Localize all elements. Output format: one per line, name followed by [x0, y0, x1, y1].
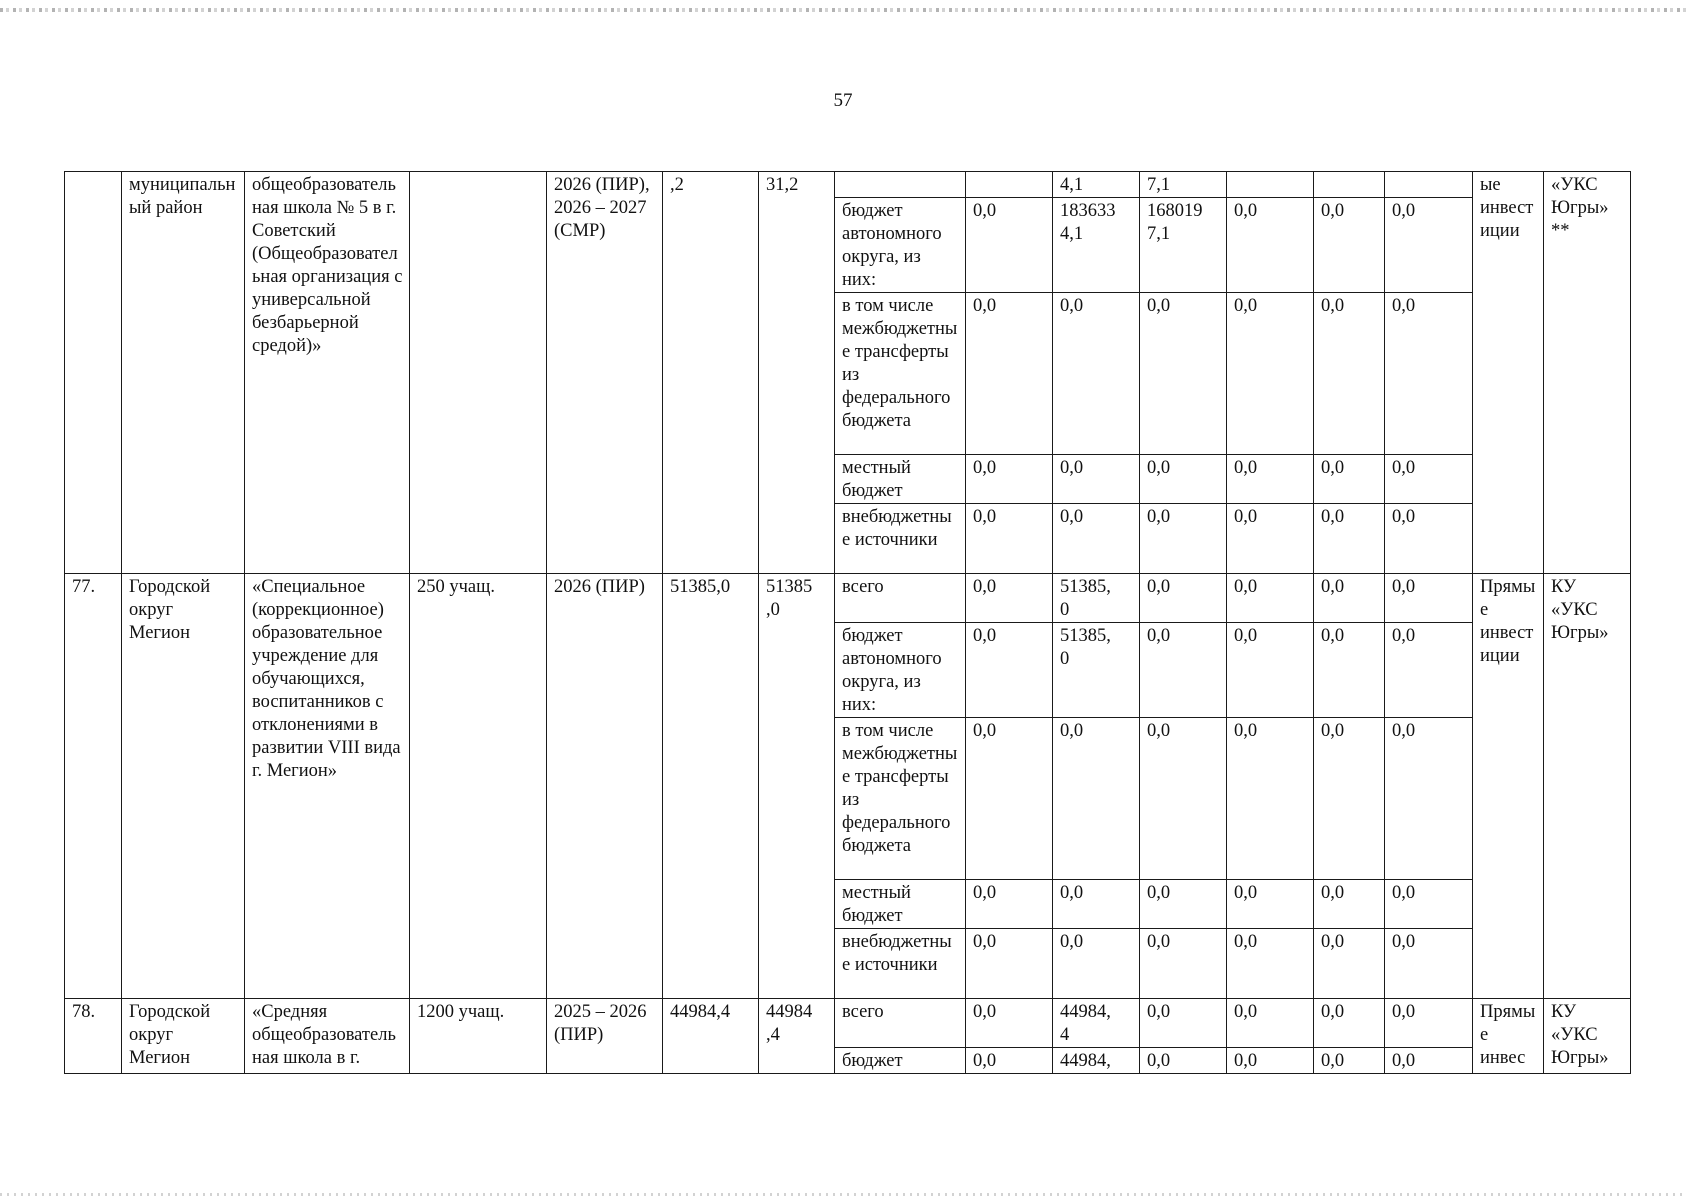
value-cell: 0,0	[1227, 880, 1314, 929]
value-cell: 0,0	[1385, 504, 1473, 574]
source-label	[835, 172, 966, 198]
value-cell: 0,0	[1053, 293, 1140, 455]
source-label: внебюджетные источники	[835, 929, 966, 999]
value-cell: 0,0	[1140, 293, 1227, 455]
value-cell: 7,1	[1140, 172, 1227, 198]
district-cell: Городской округ Мегион	[122, 999, 245, 1074]
value-cell: 0,0	[1385, 623, 1473, 718]
value-cell: 0,0	[1314, 198, 1385, 293]
value-cell: 0,0	[1314, 880, 1385, 929]
customer-cell: КУ «УКС Югры»	[1544, 999, 1631, 1074]
balance-cell: 44984 ,4	[759, 999, 835, 1074]
value-cell: 44984,	[1053, 1048, 1140, 1074]
cost-cell: ,2	[663, 172, 759, 574]
balance-cell: 51385 ,0	[759, 574, 835, 999]
investment-form-cell: ые инвестиции	[1473, 172, 1544, 574]
table-row	[65, 172, 1631, 198]
value-cell: 0,0	[1385, 293, 1473, 455]
capacity-cell: 1200 учащ.	[410, 999, 547, 1074]
table-row	[65, 574, 1631, 623]
balance-cell: 31,2	[759, 172, 835, 574]
customer-cell: «УКС Югры» **	[1544, 172, 1631, 574]
customer-cell: КУ «УКС Югры»	[1544, 574, 1631, 999]
value-cell	[1314, 172, 1385, 198]
value-cell: 0,0	[1140, 1048, 1227, 1074]
scan-edge-bottom	[0, 1193, 1686, 1196]
source-label: местный бюджет	[835, 880, 966, 929]
row-number-cell: 78.	[65, 999, 122, 1074]
value-cell: 0,0	[1227, 198, 1314, 293]
value-cell: 0,0	[1140, 718, 1227, 880]
value-cell: 0,0	[1314, 293, 1385, 455]
value-cell: 0,0	[966, 880, 1053, 929]
value-cell: 0,0	[1385, 1048, 1473, 1074]
value-cell: 0,0	[1314, 718, 1385, 880]
value-cell: 0,0	[966, 198, 1053, 293]
source-label: всего	[835, 574, 966, 623]
value-cell: 0,0	[1385, 718, 1473, 880]
value-cell: 0,0	[1053, 504, 1140, 574]
capacity-cell: 250 учащ.	[410, 574, 547, 999]
value-cell: 0,0	[1227, 574, 1314, 623]
object-cell: общеобразовательная школа № 5 в г. Советский (Общеобразовательная организация с универсальной безбарьерной средой)»	[245, 172, 410, 574]
value-cell: 0,0	[1314, 574, 1385, 623]
object-cell: «Средняя общеобразовательная школа в г.	[245, 999, 410, 1074]
value-cell: 4,1	[1053, 172, 1140, 198]
value-cell: 168019 7,1	[1140, 198, 1227, 293]
district-cell: Городской округ Мегион	[122, 574, 245, 999]
source-label: местный бюджет	[835, 455, 966, 504]
scan-edge-top	[0, 8, 1686, 12]
source-label: бюджет автономного округа, из них:	[835, 623, 966, 718]
value-cell: 0,0	[1314, 623, 1385, 718]
source-label: внебюджетные источники	[835, 504, 966, 574]
value-cell: 183633 4,1	[1053, 198, 1140, 293]
value-cell: 0,0	[1053, 455, 1140, 504]
period-cell: 2026 (ПИР)	[547, 574, 663, 999]
value-cell: 0,0	[1385, 880, 1473, 929]
value-cell: 0,0	[1227, 929, 1314, 999]
value-cell	[1385, 172, 1473, 198]
source-label: бюджет автономного округа, из них:	[835, 198, 966, 293]
capacity-cell	[410, 172, 547, 574]
value-cell: 0,0	[1314, 999, 1385, 1048]
value-cell: 0,0	[1140, 574, 1227, 623]
value-cell: 0,0	[1385, 929, 1473, 999]
cost-cell: 44984,4	[663, 999, 759, 1074]
investment-table	[64, 171, 1631, 1074]
value-cell: 0,0	[1227, 293, 1314, 455]
value-cell: 0,0	[1385, 198, 1473, 293]
value-cell: 0,0	[1227, 1048, 1314, 1074]
row-number-cell	[65, 172, 122, 574]
value-cell: 0,0	[1314, 929, 1385, 999]
value-cell: 0,0	[1140, 999, 1227, 1048]
district-cell: муниципальный район	[122, 172, 245, 574]
value-cell: 0,0	[1053, 718, 1140, 880]
value-cell: 0,0	[1140, 929, 1227, 999]
value-cell: 51385, 0	[1053, 623, 1140, 718]
table-row	[65, 999, 1631, 1048]
value-cell: 51385, 0	[1053, 574, 1140, 623]
value-cell: 0,0	[1140, 880, 1227, 929]
value-cell: 0,0	[1227, 623, 1314, 718]
value-cell: 0,0	[1227, 504, 1314, 574]
value-cell: 0,0	[966, 623, 1053, 718]
value-cell: 0,0	[1227, 999, 1314, 1048]
value-cell: 0,0	[966, 293, 1053, 455]
value-cell: 44984, 4	[1053, 999, 1140, 1048]
value-cell: 0,0	[1314, 455, 1385, 504]
value-cell: 0,0	[1140, 504, 1227, 574]
value-cell: 0,0	[966, 929, 1053, 999]
value-cell: 0,0	[966, 574, 1053, 623]
value-cell: 0,0	[966, 504, 1053, 574]
value-cell: 0,0	[1314, 1048, 1385, 1074]
value-cell: 0,0	[966, 1048, 1053, 1074]
table-body	[65, 172, 1631, 1074]
investment-form-cell: Прямые инвес	[1473, 999, 1544, 1074]
source-label: бюджет	[835, 1048, 966, 1074]
cost-cell: 51385,0	[663, 574, 759, 999]
value-cell: 0,0	[966, 718, 1053, 880]
value-cell: 0,0	[966, 999, 1053, 1048]
page-number: 57	[833, 90, 853, 111]
value-cell: 0,0	[1385, 574, 1473, 623]
value-cell: 0,0	[1314, 504, 1385, 574]
value-cell: 0,0	[1227, 718, 1314, 880]
value-cell: 0,0	[1385, 999, 1473, 1048]
source-label: в том числе межбюджетные трансферты из федерального бюджета	[835, 718, 966, 880]
investment-form-cell: Прямые инвестиции	[1473, 574, 1544, 999]
source-label: в том числе межбюджетные трансферты из федерального бюджета	[835, 293, 966, 455]
source-label: всего	[835, 999, 966, 1048]
period-cell: 2025 – 2026 (ПИР)	[547, 999, 663, 1074]
value-cell: 0,0	[1140, 455, 1227, 504]
value-cell: 0,0	[1053, 880, 1140, 929]
value-cell: 0,0	[1227, 455, 1314, 504]
value-cell: 0,0	[1053, 929, 1140, 999]
object-cell: «Специальное (коррекционное) образовательное учреждение для обучающихся, воспитанников с отклонениями в развитии VIII вида г. Мегион»	[245, 574, 410, 999]
value-cell: 0,0	[966, 455, 1053, 504]
value-cell	[1227, 172, 1314, 198]
period-cell: 2026 (ПИР), 2026 – 2027 (СМР)	[547, 172, 663, 574]
value-cell: 0,0	[1140, 623, 1227, 718]
value-cell: 0,0	[1385, 455, 1473, 504]
value-cell	[966, 172, 1053, 198]
row-number-cell: 77.	[65, 574, 122, 999]
